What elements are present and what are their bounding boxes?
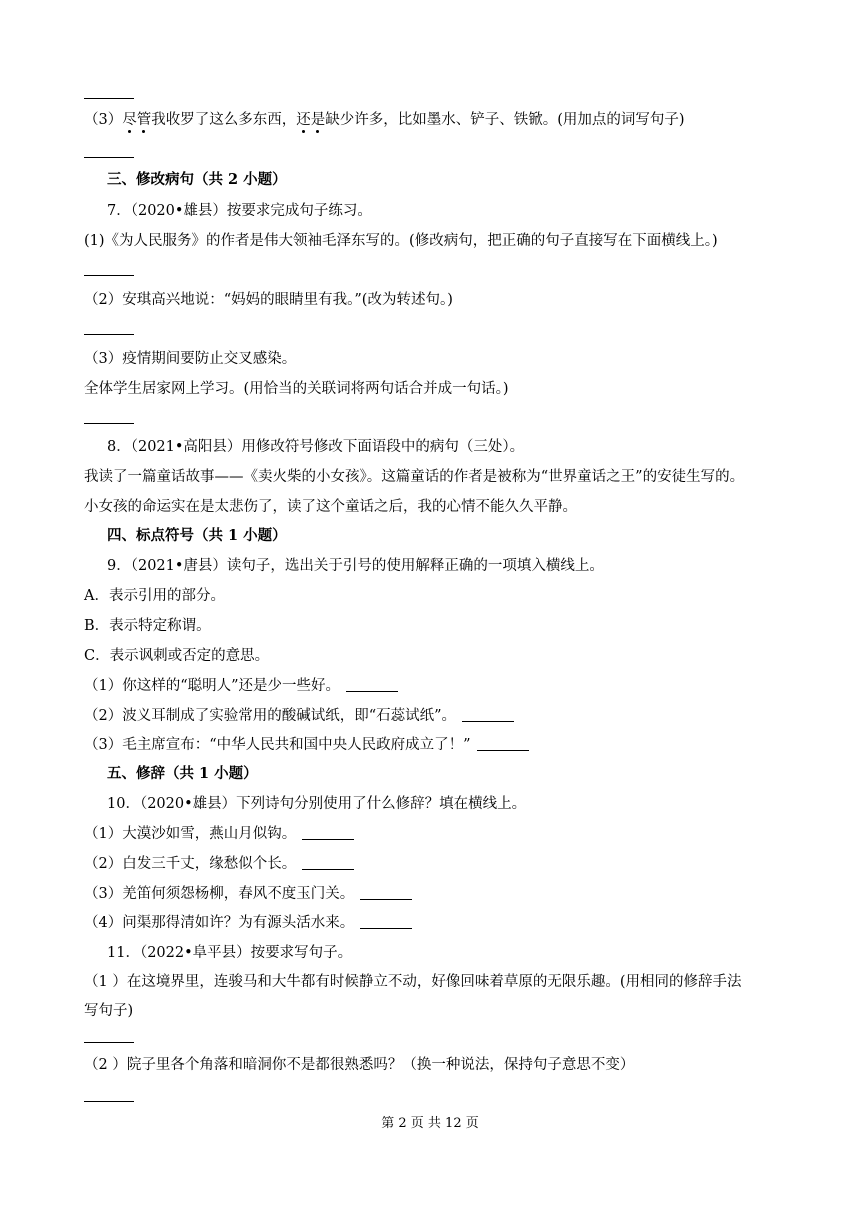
q10-sentence-4: （4）问渠那得清如许？为有源头活水来。 (84, 913, 780, 933)
q7-part3b: 全体学生居家网上学习。(用恰当的关联词将两句话合并成一句话。) (84, 381, 509, 397)
q7-stem: 7．（2020•雄县）按要求完成句子练习。 (107, 203, 372, 219)
q9-sentence-3: （3）毛主席宣布：“中华人民共和国中央人民政府成立了！” (84, 735, 780, 755)
q11-part1a: （1 ）在这境界里，连骏马和大牛都有时候静立不动，好像回味着草原的无限乐趣。(用相同的修辞手法 (84, 974, 742, 990)
q6-part3 (84, 110, 780, 130)
fill-blank[interactable] (477, 736, 529, 751)
fill-blank[interactable] (302, 825, 354, 840)
q9-option-c: C．表示讽刺或否定的意思。 (84, 648, 270, 664)
q10-sentence-1: （1）大漠沙如雪，燕山月似钩。 (84, 824, 780, 844)
q9-stem: 9．（2021•唐县）读句子，选出关于引号的使用解释正确的一项填入横线上。 (107, 558, 604, 574)
q7-part2: （2）安琪高兴地说：“妈妈的眼睛里有我。”(改为转述句。) (84, 292, 453, 308)
q8-line1: 我读了一篇童话故事——《卖火柴的小女孩》。这篇童话的作者是被称为“世界童话之王”的安徒生写的。 (84, 469, 745, 485)
dotted-char: 还 (296, 112, 311, 128)
dotted-char: 尽 (122, 112, 137, 128)
page-footer: 第 2 页 共 12 页 (381, 1116, 479, 1131)
q7-part1: (1)《为人民服务》的作者是伟大领袖毛泽东写的。(修改病句，把正确的句子直接写在下面横线上。) (84, 233, 718, 249)
fill-blank[interactable] (462, 707, 514, 722)
answer-line (84, 98, 134, 99)
q8-line2: 小女孩的命运实在是太悲伤了，读了这个童话之后，我的心情不能久久平静。 (84, 499, 577, 515)
answer-line (84, 1101, 134, 1102)
answer-line (84, 1042, 134, 1043)
fill-blank[interactable] (360, 914, 412, 929)
q10-sentence-3: （3）羌笛何须怨杨柳，春风不度玉门关。 (84, 884, 780, 904)
q10-stem: 10．（2020•雄县）下列诗句分别使用了什么修辞？填在横线上。 (107, 796, 527, 812)
fill-blank[interactable] (360, 885, 412, 900)
q6-part3-text: 缺少许多，比如墨水、铲子、铁锨。(用加点的词写句子) (325, 112, 685, 128)
answer-line (84, 157, 134, 158)
section-4-heading: 四、标点符号（共 1 小题） (107, 527, 287, 544)
answer-line (84, 275, 134, 276)
q10-sentence-2: （2）白发三千丈，缘愁似个长。 (84, 854, 780, 874)
section-3-heading: 三、修改病句（共 2 小题） (107, 171, 287, 188)
answer-line (84, 423, 134, 424)
q8-stem: 8．（2021•高阳县）用修改符号修改下面语段中的病句（三处）。 (107, 439, 525, 455)
q11-part2: （2 ）院子里各个角落和暗洞你不是都很熟悉吗？（换一种说法，保持句子意思不变） (84, 1057, 635, 1073)
fill-blank[interactable] (346, 677, 398, 692)
q9-option-b: B．表示特定称谓。 (84, 618, 211, 634)
q11-part1b: 写句子) (84, 1003, 134, 1019)
dotted-char: 管 (136, 112, 152, 128)
answer-line (84, 334, 134, 335)
q11-stem: 11．（2022•阜平县）按要求写句子。 (107, 945, 353, 961)
q6-part3-text: 我收罗了这么多东西， (151, 112, 297, 128)
q7-part3a: （3）疫情期间要防止交叉感染。 (84, 351, 297, 367)
q9-sentence-1: （1）你这样的“聪明人”还是少一些好。 (84, 676, 780, 696)
q6-part3-number: （3） (84, 112, 123, 128)
section-5-heading: 五、修辞（共 1 小题） (107, 765, 258, 782)
dotted-char: 是 (310, 112, 326, 128)
fill-blank[interactable] (302, 855, 354, 870)
q9-sentence-2: （2）波义耳制成了实验常用的酸碱试纸，即“石蕊试纸”。 (84, 706, 780, 726)
q9-option-a: A．表示引用的部分。 (84, 588, 225, 604)
